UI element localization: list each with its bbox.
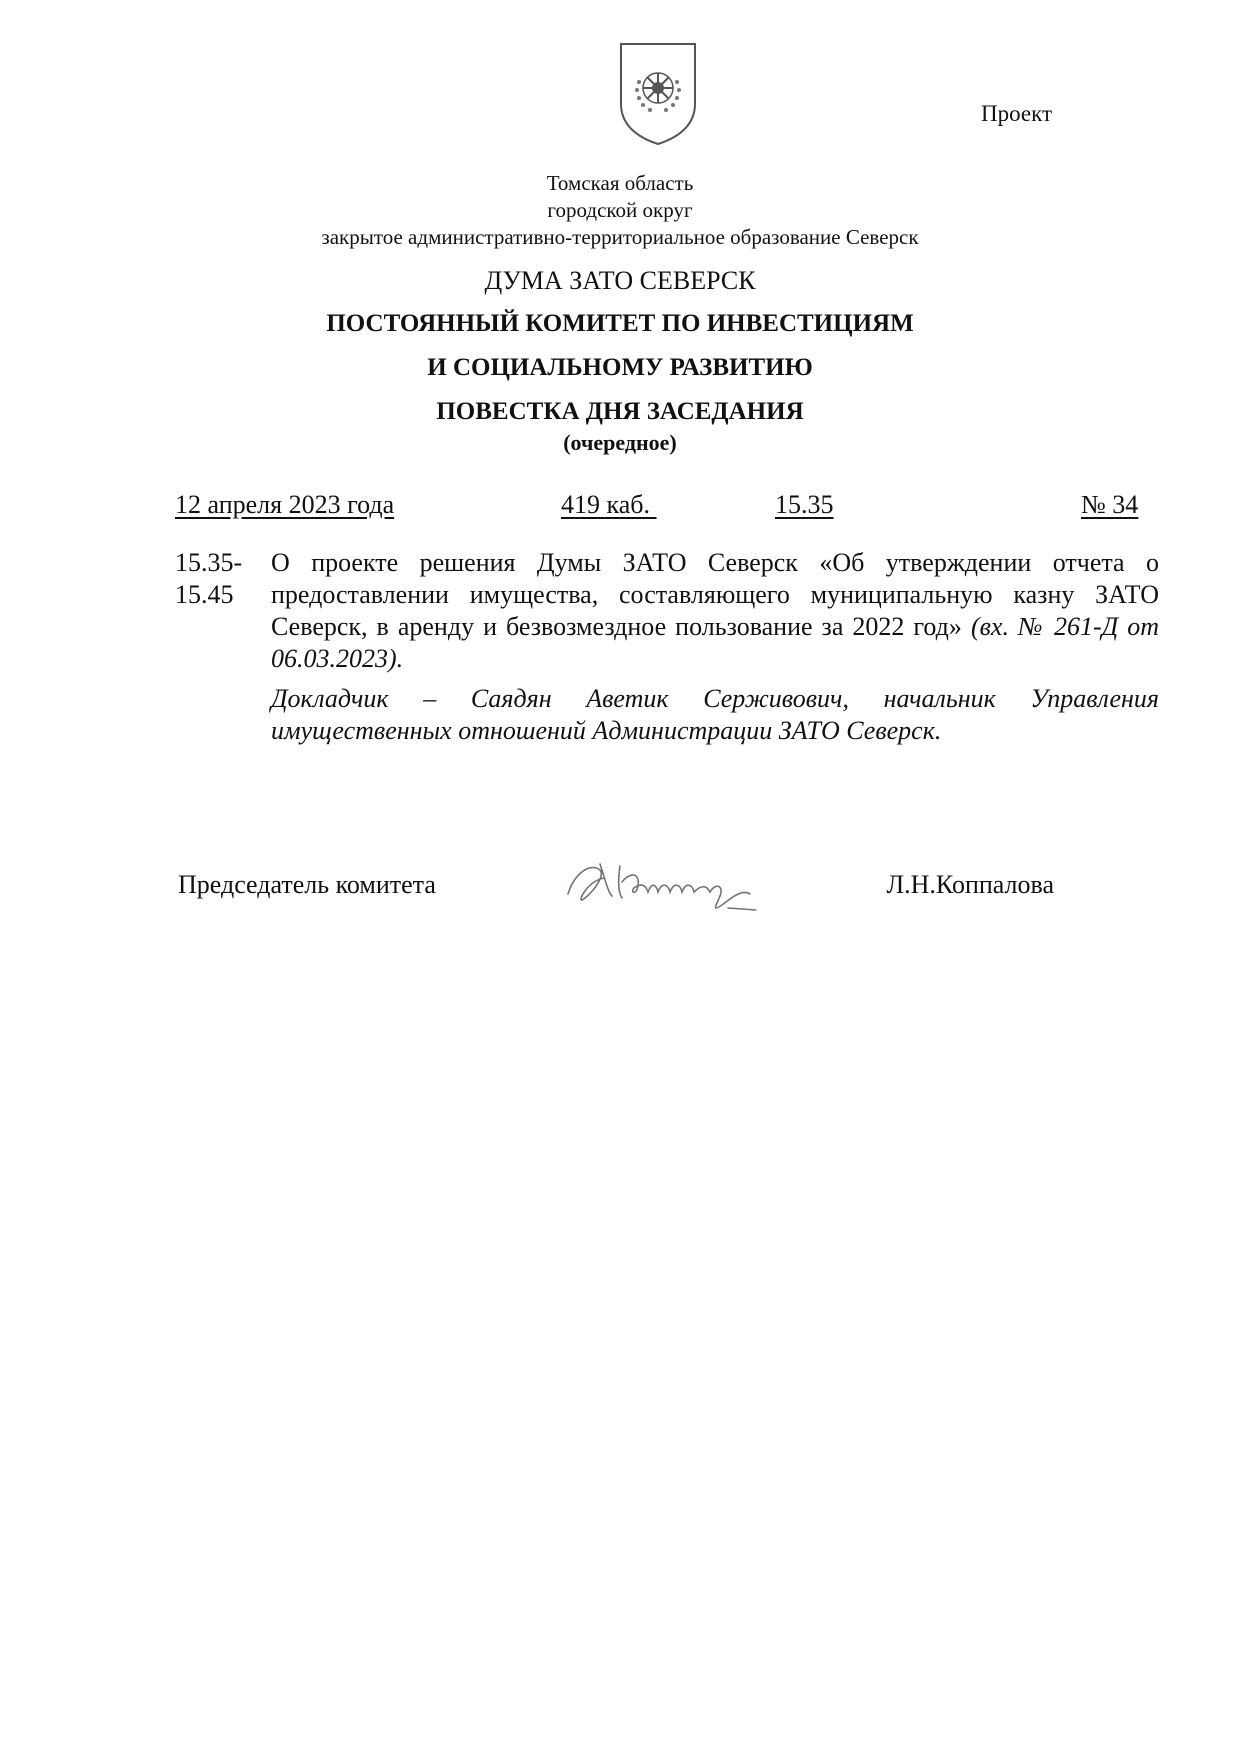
agenda-item-time	[175, 547, 255, 611]
coat-of-arms-icon	[617, 42, 699, 146]
meeting-number: № 34	[1081, 490, 1139, 519]
agenda-time-start: 15.35-	[175, 548, 243, 577]
committee-line-1: ПОСТОЯННЫЙ КОМИТЕТ ПО ИНВЕСТИЦИЯМ	[326, 310, 914, 337]
agenda-item-speaker: Докладчик – Саядян Аветик Серживович, начальник Управления имущественных отношений Администрации ЗАТО Северск.	[271, 684, 1159, 745]
agenda-time-end: 15.45	[175, 580, 234, 609]
entity-line: закрытое административно-территориальное образование Северск	[321, 225, 919, 249]
document-title: ПОВЕСТКА ДНЯ ЗАСЕДАНИЯ	[436, 398, 804, 425]
district-line: городской округ	[547, 198, 693, 222]
meeting-room: 419 каб.	[561, 490, 657, 519]
committee-line-2: И СОЦИАЛЬНОМУ РАЗВИТИЮ	[427, 354, 813, 381]
agenda-item-reference: (вх. № 261-Д от 06.03.2023).	[271, 612, 1160, 673]
signer-title: Председатель комитета	[178, 870, 436, 899]
agenda-item-body	[271, 547, 1159, 675]
agenda-item	[271, 547, 1159, 747]
duma-title: ДУМА ЗАТО СЕВЕРСК	[484, 266, 756, 295]
meeting-date: 12 апреля 2023 года	[175, 490, 395, 519]
handwritten-signature	[560, 852, 850, 922]
agenda-item-text: О проекте решения Думы ЗАТО Северск «Об утверждении отчета о предоставлении имущества, составляющего муниципальную казну ЗАТО Северск, в аренду и безвозмездное пользование за 2022 год»	[271, 548, 1159, 641]
meeting-type: (очередное)	[563, 430, 677, 455]
meeting-time: 15.35	[775, 490, 834, 519]
draft-label: Проект	[980, 101, 1052, 126]
region-line: Томская область	[546, 171, 694, 195]
signer-name: Л.Н.Коппалова	[886, 870, 1054, 899]
